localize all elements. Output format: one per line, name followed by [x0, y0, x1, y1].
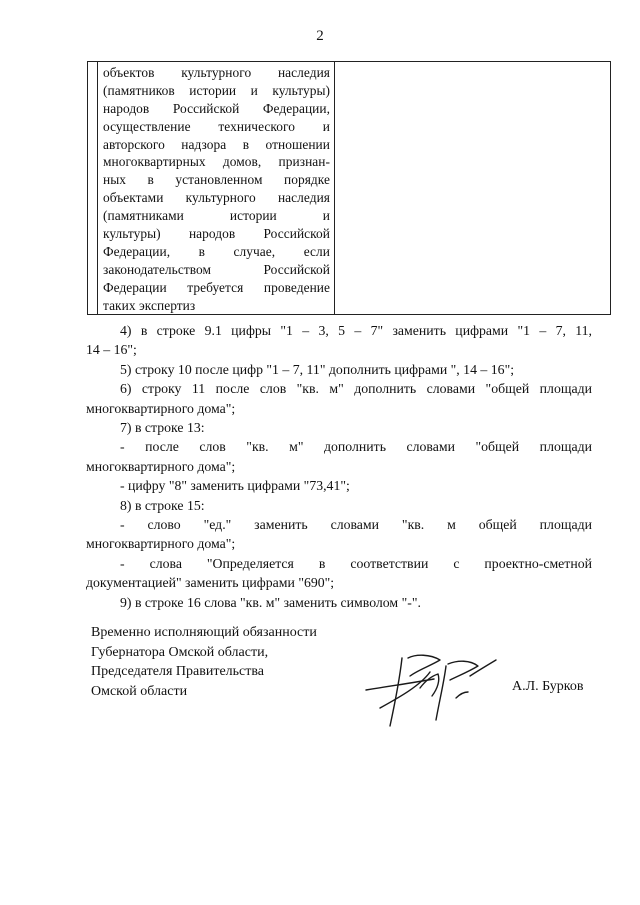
signatory-position-line: Председателя Правительства: [91, 664, 265, 680]
handwritten-signature: [360, 636, 530, 732]
table-cell-value: [335, 62, 611, 315]
table-line: авторского надзора в отношении: [103, 136, 330, 152]
table-cell-number: [88, 62, 98, 315]
amendment-8a-line-2: многоквартирного дома";: [86, 536, 236, 552]
signatory-position-line: Губернатора Омской области,: [91, 644, 269, 660]
amendment-8: 8) в строке 15:: [120, 497, 205, 513]
amendments-list: [86, 321, 592, 612]
table-line: (памятниками истории и: [103, 208, 330, 224]
signatory-position: [91, 623, 317, 701]
table-line: (памятников истории и культуры): [103, 82, 330, 98]
signer-name: А.Л. Бурков: [512, 679, 584, 694]
table-line: объектов культурного наследия: [103, 65, 330, 80]
amendment-9: 9) в строке 16 слова "кв. м" заменить символом "-".: [120, 594, 421, 610]
table-line: народов Российской Федерации,: [103, 100, 330, 116]
amendment-8b-line-2: документацией" заменить цифрами "690";: [86, 575, 335, 591]
table-line: таких экспертиз: [103, 297, 196, 313]
page-number: 2: [316, 28, 324, 44]
table-line: Федерации, в случае, если: [103, 243, 330, 259]
table-line: осуществление технического и: [103, 118, 330, 134]
amendment-6-line-2: многоквартирного дома";: [86, 400, 236, 416]
continuation-table: [87, 61, 611, 315]
amendment-7a-line-1: - после слов "кв. м" дополнить словами "общей площади: [120, 439, 592, 455]
table-line: ных в установленном порядке: [103, 172, 330, 188]
table-line: объектами культурного наследия: [103, 190, 330, 206]
table-line: многоквартирных домов, признан-: [103, 154, 330, 170]
amendment-7a-line-2: многоквартирного дома";: [86, 458, 236, 474]
amendment-5: 5) строку 10 после цифр "1 – 7, 11" дополнить цифрами ", 14 – 16";: [120, 361, 515, 377]
table-cell-text: [98, 62, 334, 314]
amendment-8a-line-1: - слово "ед." заменить словами "кв. м общей площади: [120, 517, 592, 533]
amendment-7b: - цифру "8" заменить цифрами "73,41";: [120, 478, 350, 494]
table-cell-description: [98, 62, 335, 315]
signatory-position-line: Омской области: [91, 683, 188, 699]
amendment-4-line-1: 4) в строке 9.1 цифры "1 – 3, 5 – 7" заменить цифрами "1 – 7, 11,: [120, 323, 592, 338]
table-line: законодательством Российской: [103, 261, 330, 277]
table-line: культуры) народов Российской: [103, 226, 330, 242]
table-line: Федерации требуется проведение: [103, 279, 330, 295]
amendment-7: 7) в строке 13:: [120, 420, 205, 436]
amendment-4-line-2: 14 – 16";: [86, 342, 137, 358]
amendment-6-line-1: 6) строку 11 после слов "кв. м" дополнить словами "общей площади: [120, 381, 592, 397]
signatory-position-line: Временно исполняющий обязанности: [91, 625, 317, 640]
amendment-8b-line-1: - слова "Определяется в соответствии с проектно-сметной: [120, 555, 592, 571]
